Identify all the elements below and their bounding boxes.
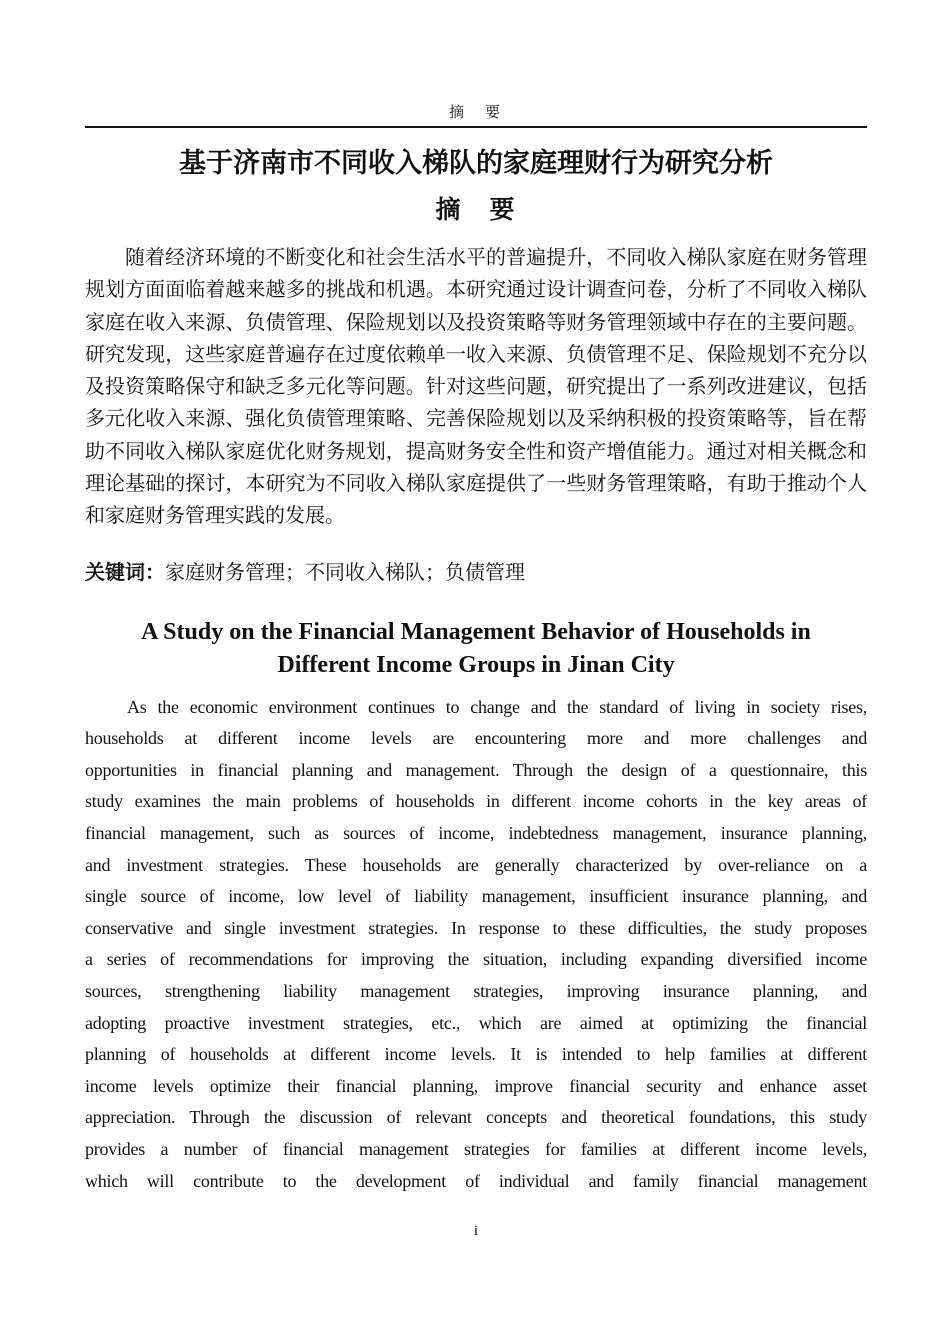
text-line: and investment strategies. These households are generally characterized by over-reliance on a [85,854,867,875]
text-line: adopting proactive investment strategies, etc., which are aimed at optimizing the financial [85,1012,867,1033]
text-line: 多元化收入来源、强化负债管理策略、完善保险规划以及采纳积极的投资策略等，旨在帮 [85,408,867,431]
keywords-text: 家庭财务管理；不同收入梯队；负债管理 [165,561,525,584]
thesis-title-en [85,616,867,682]
text-line: Different Income Groups in Jinan City [277,651,675,678]
text-line: a series of recommendations for improving the situation, including expanding diversified income [85,949,867,970]
text-line: As the economic environment continues to change and the standard of living in society rises, [127,696,867,717]
text-line: provides a number of financial management strategies for families at different income levels, [85,1138,867,1159]
text-line: 随着经济环境的不断变化和社会生活水平的普遍提升，不同收入梯队家庭在财务管理 [125,247,867,269]
text-line: 理论基础的探讨，本研究为不同收入梯队家庭提供了一些财务管理策略，有助于推动个人 [85,473,867,496]
text-line: opportunities in financial planning and management. Through the design of a questionnaire, this [85,759,867,780]
text-line: households at different income levels are encountering more and more challenges and [85,728,867,749]
abstract-body-zh [85,242,867,533]
keywords-row [85,559,867,587]
text-line: which will contribute to the development of individual and family financial management [85,1170,867,1191]
text-line: financial management, such as sources of income, indebtedness management, insurance planning, [85,823,867,844]
keywords-label: 关键词： [85,561,165,584]
text-line: appreciation. Through the discussion of relevant concepts and theoretical foundations, this study [85,1107,867,1128]
text-line: 及投资策略保守和缺乏多元化等问题。针对这些问题，研究提出了一系列改进建议，包括 [85,376,867,399]
text-line: planning of households at different income levels. It is intended to help families at different [85,1044,867,1065]
text-line: income levels optimize their financial planning, improve financial security and enhance asset [85,1075,867,1096]
text-line: sources, strengthening liability management strategies, improving insurance planning, and [85,981,867,1002]
text-line: 和家庭财务管理实践的发展。 [85,505,345,528]
text-line: single source of income, low level of liability management, insufficient insurance planning, and [85,886,867,907]
abstract-heading-zh: 摘 要 [435,196,517,224]
thesis-title-zh: 基于济南市不同收入梯队的家庭理财行为研究分析 [179,148,773,178]
text-line: study examines the main problems of households in different income cohorts in the key areas of [85,791,867,812]
text-line: 规划方面面临着越来越多的挑战和机遇。本研究通过设计调查问卷，分析了不同收入梯队 [85,279,867,302]
page-content [85,0,867,1241]
abstract-body-en [85,692,867,1198]
text-line: 家庭在收入来源、负债管理、保险规划以及投资策略等财务管理领域中存在的主要问题。 [85,311,867,334]
text-line: conservative and single investment strategies. In response to these difficulties, the study proposes [85,917,867,938]
page-number: i [473,1223,479,1240]
header-rule [85,126,867,128]
text-line: 研究发现，这些家庭普遍存在过度依赖单一收入来源、负债管理不足、保险规划不充分以 [85,343,867,366]
text-line: A Study on the Financial Management Behavior of Households in [141,618,811,645]
text-line: 助不同收入梯队家庭优化财务规划，提高财务安全性和资产增值能力。通过对相关概念和 [85,440,867,463]
running-header: 摘 要 [448,105,503,121]
